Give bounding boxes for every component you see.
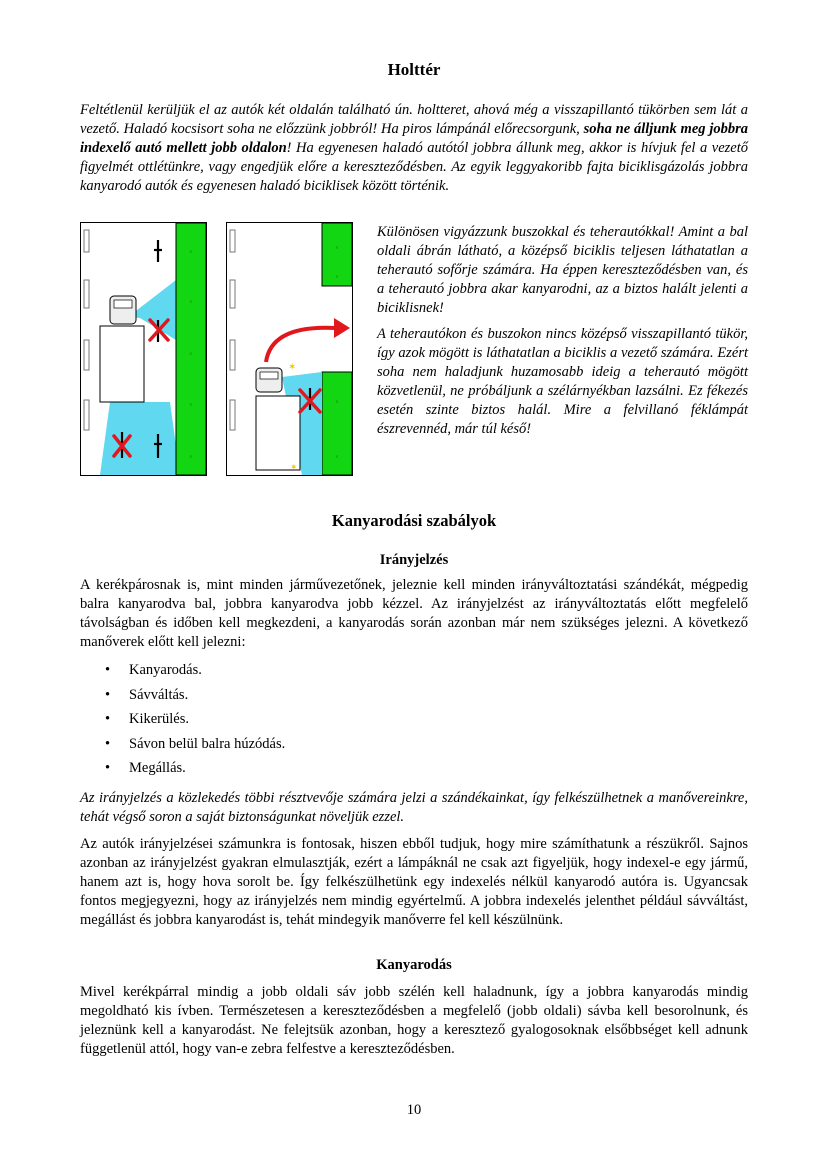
intro-paragraph (80, 101, 748, 196)
svg-text:ᵥ: ᵥ (189, 397, 193, 407)
subheading-kanyarodas: Kanyarodás (376, 957, 452, 973)
svg-text:ᵥ: ᵥ (335, 240, 339, 250)
blind-spot-figures (80, 222, 370, 477)
section-title: Kanyarodási szabályok (331, 511, 497, 530)
svg-text:ᵥ: ᵥ (335, 449, 339, 459)
svg-text:ᵥ: ᵥ (335, 269, 339, 279)
bullet: • (105, 662, 111, 678)
intro-text-1: Feltétlenül kerüljük el az autók két oldalán található ún. holtteret, ahová még a visszapillantó tükörben sem lát a vezető. Haladó kocsisort soha ne előzzünk jobbról! Ha piros lámpánál előrecsorgunk, (80, 102, 748, 137)
intro-text-2: ! Ha egyenesen haladó autótól jobbra állunk meg, akkor is hívjuk fel a vezető figyelmét ottlétünkre, vagy engedjük előre a kereszteződésben. Az egyik leggyakoribb fajta biciklisgázolás jobbra kanyarodó autók és egyenesen haladó biciklisek között történik. (80, 140, 748, 194)
list-item: • Kanyarodás. (105, 662, 202, 678)
intro-bold-text: soha ne álljunk meg jobbra indexelő autó mellett jobb oldalon (80, 121, 749, 156)
page-title: Holttér (387, 60, 441, 79)
truck-trailer (256, 396, 300, 470)
side-paragraph-1: Különösen vigyázzunk buszokkal és teherautókkal! Amint a bal oldali ábrán látható, a középső biciklis teljesen láthatatlan a teherautó sofőrje számára. Ha éppen kereszteződésben van, és a teherautó jobbra akar kanyarodni, az a biztos halált jelenti a biciklisnek! (377, 224, 748, 316)
truck-cab (256, 368, 282, 392)
bullet: • (105, 686, 111, 703)
page-number: 10 (406, 1102, 422, 1118)
svg-text:ᵥ: ᵥ (189, 294, 193, 304)
svg-text:ᵥ: ᵥ (189, 346, 193, 356)
truck-blind-spot-figure (80, 222, 208, 477)
list-item: • Sávon belül balra húzódás. (105, 735, 286, 752)
bullet: • (105, 711, 111, 727)
blind-spot-area (100, 402, 180, 475)
section-iranyjelzes (80, 576, 748, 930)
svg-text:ᵥ: ᵥ (189, 244, 193, 254)
truck-trailer (100, 326, 144, 402)
side-paragraph-2: A teherautókon és buszokon nincs középső visszapillantó tükör, így azok mögött is láthatatlan a biciklis a vezető számára. Ezért soha nem haladjunk huzamosabb ideig a teherautó mögött közvetlenül, ne próbáljunk a szélárnyékban lazsálni. Ez fékezés esetén szinte biztos halál. Mire a felvillanó féklámpát észrevennéd, már túl késő! (377, 326, 748, 437)
turn-signal-icon: ✶ (288, 362, 297, 373)
paragraph: A kerékpárosnak is, mint minden járművezetőnek, jeleznie kell minden irányváltoztatási szándékát, mégpedig balra kanyarodva bal, jobbra kanyarodva jobb kézzel. Az irányjelzést az irányváltoztatás előtt megfelelő távolságban és időben kell megkezdeni, a kanyarodás során azonban már nem szükséges jelezni. A következő manőverek előtt kell jelezni: (80, 577, 748, 650)
paragraph: Mivel kerékpárral mindig a jobb oldali sáv jobb szélén kell haladnunk, így a jobbra kanyarodás mindig megoldható kis ívben. Természetesen a kereszteződésben a megfelelő (jobb oldali) sávba kell besorolnunk, és jeleznünk kell a kanyarodást. Ne felejtsük azonban, hogy a keresztező gyalogosoknak elsőbbséget kell adnunk függetlenül attól, hogy van-e zebra felfestve a kereszteződésben. (80, 984, 748, 1057)
paragraph: Az autók irányjelzései számunkra is fontosak, hiszen ebből tudjuk, hogy mire számíthatunk a részükről. Sajnos azonban az irányjelzést gyakran elmulasztják, ezért a lámpáknál ne csak azt figyeljük, hogy indexel-e egy jármű, hanem azt is, hogy hova sorolt be. Így felkészülhetünk egy indexelés nélkül kanyarodó autóra is. Ugyancsak fontos megjegyezni, hogy az irányjelzés nem mindig egyértelmű. A jobbra indexelés jelenthet például sávváltást, megállást és jobbra kanyarodást is, tehát mindegyik manőverre fel kell készülnünk. (80, 835, 748, 928)
svg-text:ᵥ: ᵥ (335, 394, 339, 404)
italic-paragraph: Az irányjelzés a közlekedés többi résztvevője számára jelzi a szándékainkat, így felkészülhetnek a manővereinkre, tehát végső soron a saját biztonságunkat növeljük ezzel. (80, 789, 748, 825)
list-item: • Megállás. (105, 760, 186, 776)
turning-truck-figure (226, 222, 354, 477)
list-item: • Sávváltás. (105, 686, 189, 703)
subheading-iranyjelzes: Irányjelzés (379, 552, 449, 568)
side-text (377, 223, 748, 446)
turn-signal-icon: ✶ (290, 462, 298, 472)
maneuver-list (80, 661, 748, 784)
grass-strip (322, 372, 352, 475)
list-item: • Kikerülés. (105, 711, 189, 727)
svg-text:ᵥ: ᵥ (189, 449, 193, 459)
bullet: • (105, 760, 111, 776)
bullet: • (105, 735, 111, 752)
section-kanyarodas (80, 983, 748, 1059)
